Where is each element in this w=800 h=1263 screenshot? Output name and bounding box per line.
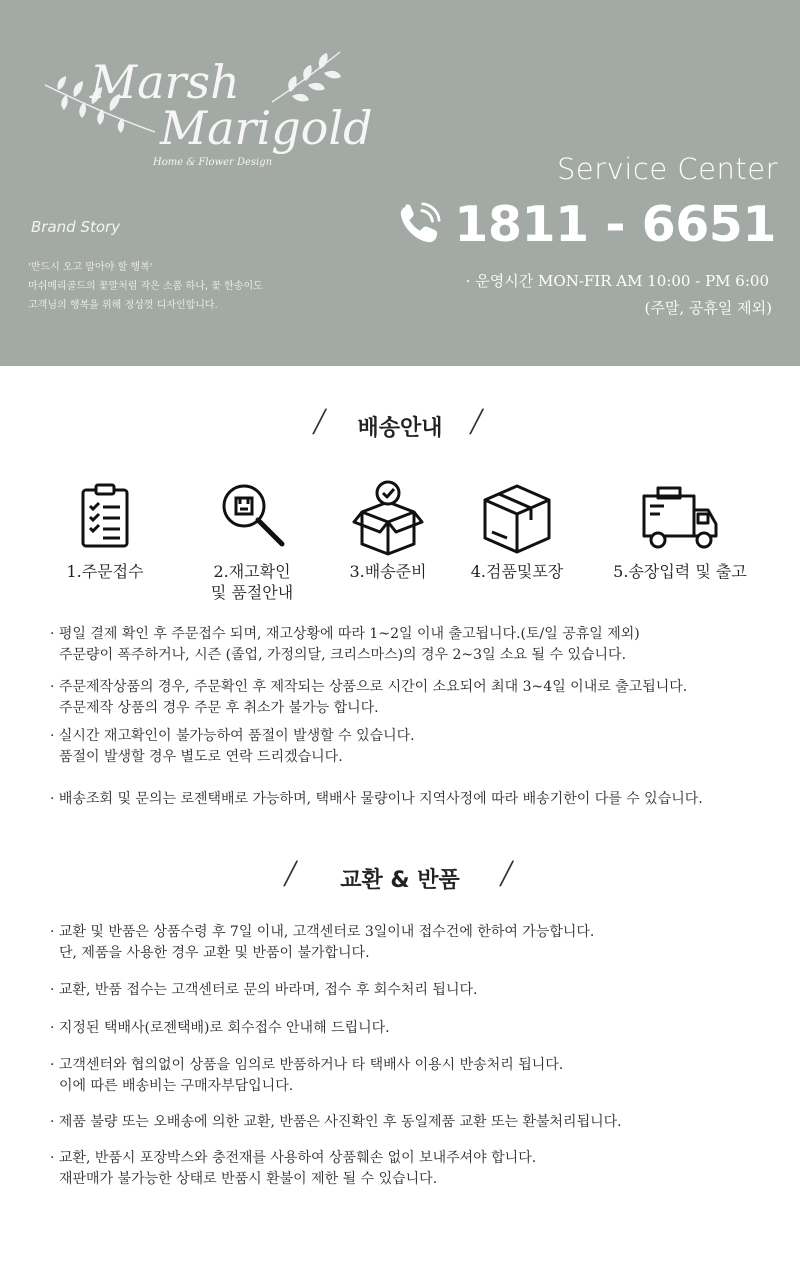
logo-tagline: Home & Flower Design	[153, 157, 273, 168]
returns-note	[50, 1018, 390, 1039]
service-header	[0, 0, 800, 366]
returns-note	[50, 922, 594, 964]
shipping-step	[182, 478, 322, 603]
taped-box-icon	[477, 478, 557, 558]
note-line: · 교환, 반품시 포장박스와 충전재를 사용하여 상품훼손 없이 보내주셔야 합니다.	[50, 1150, 537, 1166]
note-line: · 교환 및 반품은 상품수령 후 7일 이내, 고객센터로 3일이내 접수건에 한하여 가능합니다.	[50, 924, 595, 940]
note-line: 재판매가 불가능한 상태로 반품시 환불이 제한 될 수 있습니다.	[59, 1171, 438, 1187]
note-line: · 주문제작상품의 경우, 주문확인 후 제작되는 상품으로 시간이 소요되어 최대 3~4일 이내로 출고됩니다.	[50, 679, 688, 695]
note-line: 주문제작 상품의 경우 주문 후 취소가 불가능 합니다.	[59, 700, 379, 716]
brand-story-line: '반드시 오고 말아야 할 행복'	[28, 262, 153, 273]
returns-note	[50, 1148, 536, 1190]
open-box-check-icon	[348, 478, 428, 558]
operating-hours: · 운영시간 MON-FIR AM 10:00 - PM 6:00	[465, 272, 769, 290]
step-label: 2.재고확인	[213, 562, 291, 581]
service-center-title: Service Center	[556, 152, 778, 186]
step-label: 4.검품및포장	[470, 562, 564, 581]
step-label: 3.배송준비	[349, 562, 427, 581]
phone-number: 1811 - 6651	[454, 195, 776, 253]
shipping-step	[318, 478, 458, 582]
title-divider-right: ╱	[500, 862, 514, 887]
note-line: 이에 따른 배송비는 구매자부담입니다.	[59, 1078, 294, 1094]
shipping-step	[605, 478, 755, 582]
note-line: · 교환, 반품 접수는 고객센터로 문의 바라며, 접수 후 회수처리 됩니다.	[50, 982, 478, 998]
operating-hours-note: (주말, 공휴일 제외)	[644, 299, 772, 317]
marsh-marigold-logo	[40, 40, 420, 180]
brand-story-line: 고객님의 행복을 위해 정성껏 디자인합니다.	[28, 300, 218, 311]
brand-story-line: 마쉬메리골드의 꽃말처럼 작은 소품 하나, 꽃 한송이도	[28, 281, 263, 292]
returns-note	[50, 1112, 622, 1133]
step-label-line2: 및 품절안내	[210, 583, 294, 602]
note-line: · 배송조회 및 문의는 로젠택배로 가능하며, 택배사 물량이나 지역사정에 따라 배송기한이 다를 수 있습니다.	[50, 791, 703, 807]
brand-story-label: Brand Story	[31, 218, 121, 236]
clipboard-checklist-icon	[65, 478, 145, 558]
note-line: 주문량이 폭주하거나, 시즌 (졸업, 가정의달, 크리스마스)의 경우 2~3일 소요 될 수 있습니다.	[59, 647, 627, 663]
title-divider-left: ╱	[313, 410, 327, 435]
magnifier-box-icon	[212, 478, 292, 558]
note-line: · 지정된 택배사(로젠택배)로 회수접수 안내해 드립니다.	[50, 1020, 390, 1036]
note-line: 단, 제품을 사용한 경우 교환 및 반품이 불가합니다.	[59, 945, 370, 961]
title-divider-right: ╱	[470, 410, 484, 435]
shipping-note	[50, 726, 415, 768]
note-line: · 실시간 재고확인이 불가능하여 품절이 발생할 수 있습니다.	[50, 728, 415, 744]
title-divider-left: ╱	[284, 862, 298, 887]
shipping-note	[50, 677, 687, 719]
step-label: 1.주문접수	[66, 562, 144, 581]
note-line: · 제품 불량 또는 오배송에 의한 교환, 반품은 사진확인 후 동일제품 교환 또는 환불처리됩니다.	[50, 1114, 622, 1130]
step-label: 5.송장입력 및 출고	[613, 562, 747, 581]
returns-note	[50, 980, 477, 1001]
returns-note	[50, 1055, 563, 1097]
logo-text-marsh: Marsh	[90, 55, 240, 109]
phone-block[interactable]	[396, 193, 776, 255]
note-line: 품절이 발생할 경우 별도로 연락 드리겠습니다.	[59, 749, 343, 765]
note-line: · 평일 결제 확인 후 주문접수 되며, 재고상황에 따라 1~2일 이내 출고됩니다.(토/일 공휴일 제외)	[50, 626, 640, 642]
delivery-truck-icon	[640, 478, 720, 558]
phone-icon	[396, 201, 442, 247]
shipping-step	[35, 478, 175, 582]
shipping-note	[50, 789, 703, 810]
shipping-section-title: 배송안내	[357, 416, 443, 441]
logo-text-marigold: Marigold	[160, 101, 373, 155]
shipping-note	[50, 624, 640, 666]
returns-section-title: 교환 & 반품	[340, 868, 460, 893]
shipping-step	[447, 478, 587, 582]
note-line: · 고객센터와 협의없이 상품을 임의로 반품하거나 타 택배사 이용시 반송처리 됩니다.	[50, 1057, 564, 1073]
brand-story-text	[28, 258, 263, 315]
